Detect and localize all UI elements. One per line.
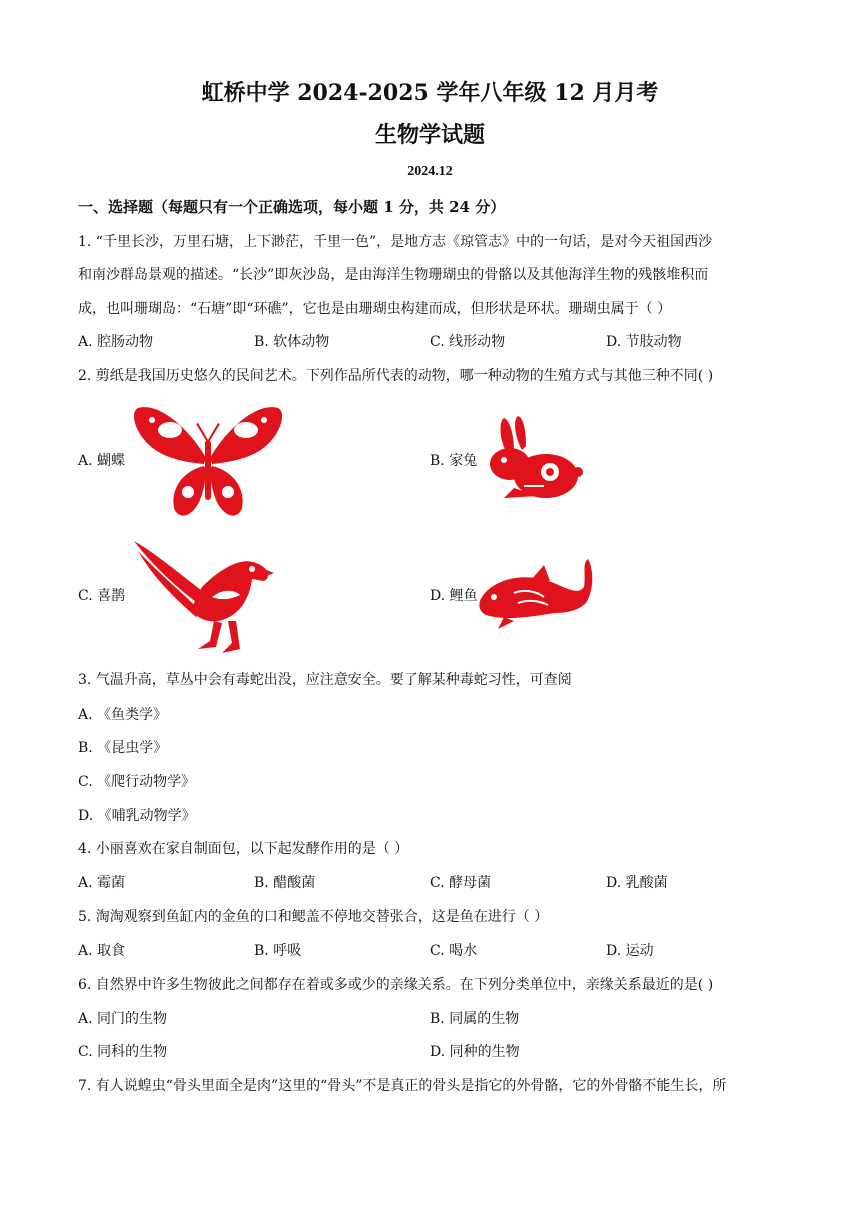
question-5-option-b: B. 呼吸	[254, 943, 302, 959]
exam-date: 2024.12	[407, 164, 453, 179]
exam-subject: 生物学试题	[374, 122, 485, 148]
question-1-option-b: B. 软体动物	[254, 334, 330, 350]
question-1-option-d: D. 节肢动物	[606, 334, 682, 350]
question-4-option-c: C. 酵母菌	[430, 875, 492, 891]
question-4-option-a: A. 霉菌	[78, 875, 126, 891]
question-2-line-1: 2. 剪纸是我国历史悠久的民间艺术。下列作品所代表的动物，哪一种动物的生殖方式与其他三种不同( )	[78, 368, 714, 384]
question-3-option-c: C. 《爬行动物学》	[78, 774, 196, 790]
question-3-option-b: B. 《昆虫学》	[78, 740, 168, 756]
question-4-option-d: D. 乳酸菌	[606, 875, 668, 891]
carp-icon	[474, 557, 598, 631]
question-6-option-d: D. 同种的生物	[430, 1044, 520, 1060]
question-1-option-a: A. 腔肠动物	[78, 334, 154, 350]
butterfly-icon	[130, 400, 285, 522]
question-1-line-2: 和南沙群岛景观的描述。“长沙”即灰沙岛，是由海洋生物珊瑚虫的骨骼以及其他海洋生物的残骸堆积而	[78, 267, 709, 283]
magpie-icon	[132, 537, 274, 657]
question-3-option-a: A. 《鱼类学》	[78, 707, 168, 723]
exam-title: 虹桥中学 2024-2025 学年八年级 12 月月考	[201, 80, 659, 106]
question-5-line-1: 5. 淘淘观察到鱼缸内的金鱼的口和鳃盖不停地交替张合，这是鱼在进行（ ）	[78, 909, 549, 925]
question-1-line-3: 成，也叫珊瑚岛：“石塘”即“环礁”，它也是由珊瑚虫构建而成，但形状是环状。珊瑚虫属于（ ）	[78, 301, 672, 317]
question-5-option-c: C. 喝水	[430, 943, 478, 959]
question-3-line-1: 3. 气温升高，草丛中会有毒蛇出没，应注意安全。要了解某种毒蛇习性，可查阅	[78, 672, 572, 688]
question-4-line-1: 4. 小丽喜欢在家自制面包，以下起发酵作用的是（ ）	[78, 841, 409, 857]
question-6-option-a: A. 同门的生物	[78, 1011, 168, 1027]
question-5-option-d: D. 运动	[606, 943, 654, 959]
question-7-line-1: 7. 有人说蝗虫“骨头里面全是肉”这里的“骨头”不是真正的骨头是指它的外骨骼，它的外骨骼不能生长，所	[78, 1078, 727, 1094]
question-6-option-b: B. 同属的生物	[430, 1011, 520, 1027]
question-2-option-d: D. 鲤鱼	[430, 588, 478, 604]
question-2-option-c: C. 喜鹊	[78, 588, 126, 604]
question-1-line-1: 1. “千里长沙，万里石塘，上下渺茫，千里一色”，是地方志《琼管志》中的一句话，是对今天祖国西沙	[78, 234, 713, 250]
question-1-option-c: C. 线形动物	[430, 334, 506, 350]
question-5-option-a: A. 取食	[78, 943, 126, 959]
question-2-option-a: A. 蝴蝶	[78, 453, 126, 469]
section-heading: 一、选择题（每题只有一个正确选项，每小题 1 分，共 24 分）	[78, 198, 506, 216]
question-6-line-1: 6. 自然界中许多生物彼此之间都存在着或多或少的亲缘关系。在下列分类单位中，亲缘关系最近的是( )	[78, 977, 714, 993]
question-6-option-c: C. 同科的生物	[78, 1044, 168, 1060]
question-4-option-b: B. 醋酸菌	[254, 875, 316, 891]
rabbit-icon	[484, 414, 584, 504]
question-3-option-d: D. 《哺乳动物学》	[78, 808, 196, 824]
question-2-option-b: B. 家兔	[430, 453, 478, 469]
